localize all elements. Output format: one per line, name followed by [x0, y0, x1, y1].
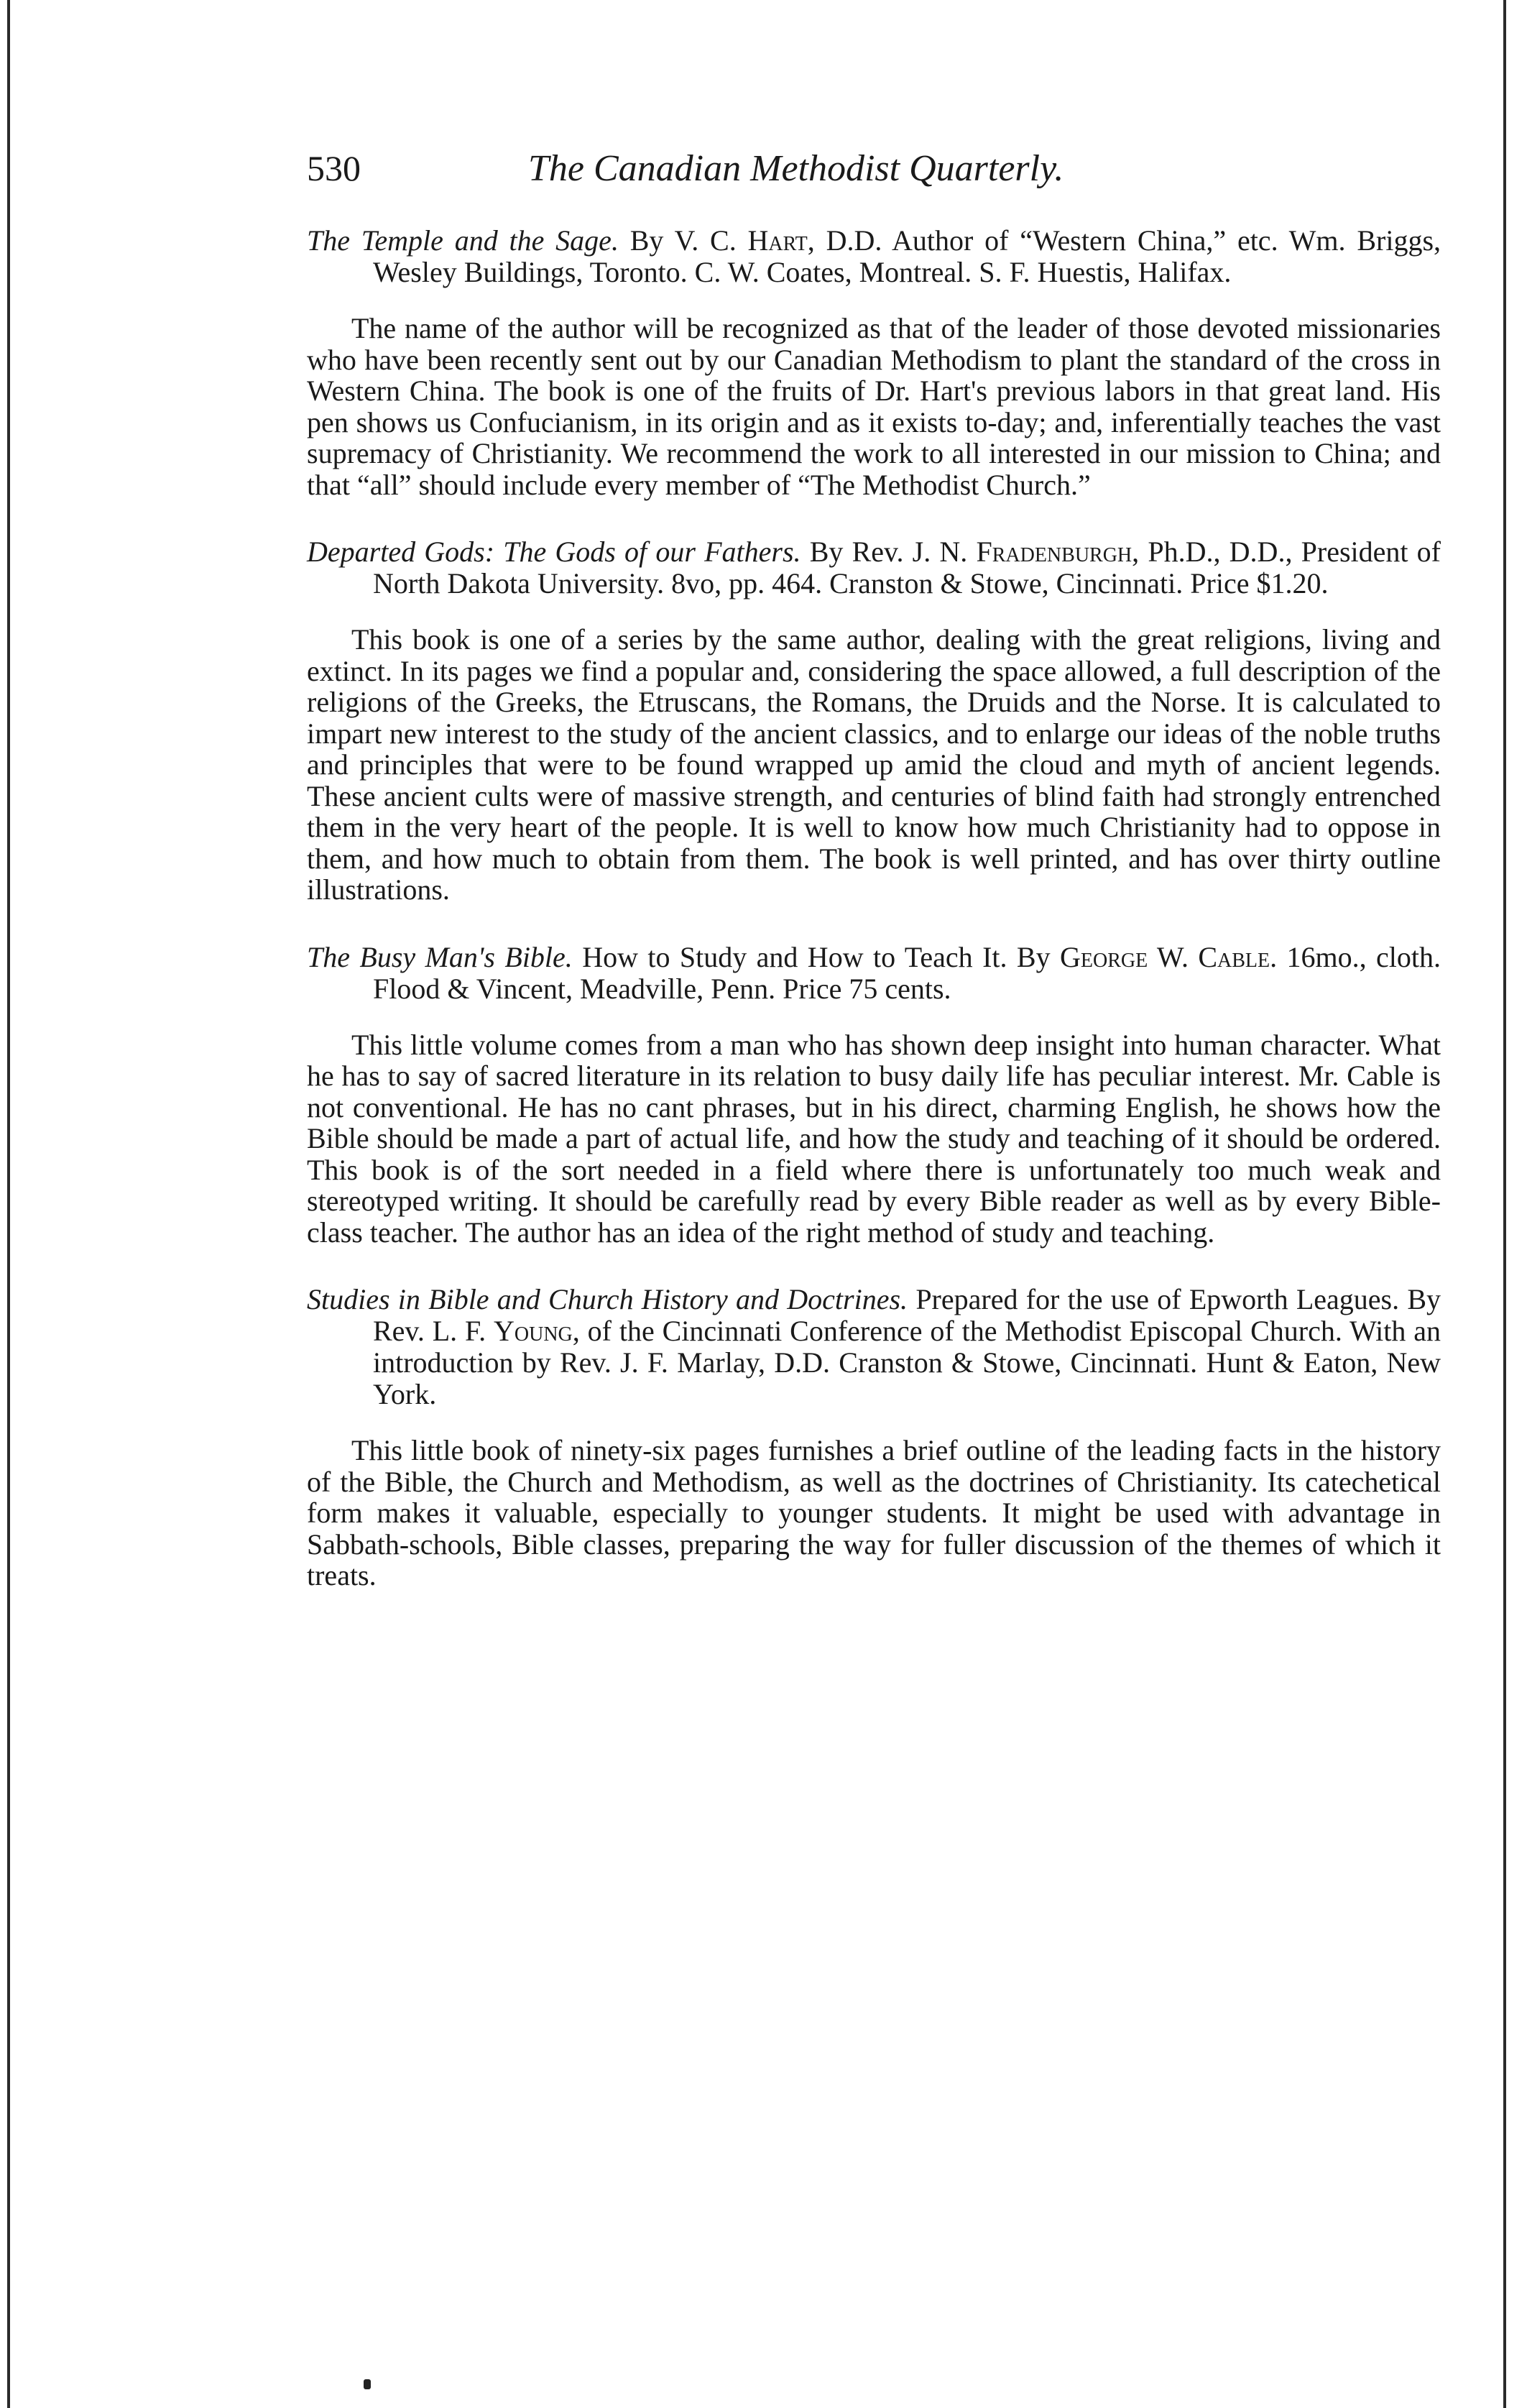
author-name: Fradenburgh: [976, 536, 1132, 568]
citation-details: 16mo., cloth. Flood & Vincent, Meadville, Penn. Price 75 cents.: [373, 940, 1441, 1005]
book-title: Studies in Bible and Church History and Doctrines.: [307, 1283, 908, 1315]
review-entry-busy-mans-bible: [307, 942, 1441, 1249]
book-citation: Studies in Bible and Church History and Doctrines. Prepared for the use of Epworth Leagues. By Rev. L. F. Young, of the Cincinnati Conference of the Methodist Episcopal Church. With an introduction by Rev. J. F. Marlay, D.D. Cranston & Stowe, Cincinnati. Hunt & Eaton, New York.: [307, 1283, 1441, 1410]
book-citation: The Busy Man's Bible. How to Study and How to Teach It. By George W. Cable. 16mo., cloth. Flood & Vincent, Meadville, Penn. Price 75 cents.: [307, 940, 1441, 1005]
journal-title: The Canadian Methodist Quarterly.: [528, 148, 1064, 189]
book-title: Departed Gods: The Gods of our Fathers.: [307, 536, 801, 568]
book-title: The Temple and the Sage.: [307, 224, 619, 257]
author-name: Young: [493, 1315, 573, 1347]
running-head: [307, 140, 1441, 205]
page-number: 530: [307, 148, 361, 188]
review-text: The name of the author will be recognized as that of the leader of those devoted missionaries who have been recently sent out by our Canadian Methodism to plant the standard of the cross in Western China. The book is one of the fruits of Dr. Hart's previous labors in that great land. His pen shows us Confucianism, in its origin and as it exists to-day; and, inferentially teaches the vast supremacy of Christianity. We recommend the work to all interested in our mission to China; and that “all” should include every member of “The Methodist Church.”: [307, 312, 1441, 501]
citation-byline: By V. C.: [629, 224, 737, 257]
review-text: This little volume comes from a man who has shown deep insight into human character. What he has to say of sacred literature in its relation to busy daily life has peculiar interest. Mr. Cable is not conventional. He has no cant phrases, but in his direct, charming English, he shows how the Bible should be made a part of actual life, and how the study and teaching of it should be ordered. This book is of the sort needed in a field where there is unfortunately too much weak and stereotyped writing. It should be carefully read by every Bible reader as well as by every Bible-class teacher. The author has an idea of the right method of study and teaching.: [307, 1028, 1441, 1249]
citation-byline: By Rev. J. N.: [809, 536, 968, 568]
review-entry-studies-in-bible: [307, 1284, 1441, 1591]
page: [307, 140, 1441, 1627]
right-scan-edge: [1503, 0, 1506, 2408]
author-name: George W. Cable: [1059, 940, 1270, 973]
ink-mark: [364, 2379, 371, 2389]
review-entry-temple-and-sage: [307, 225, 1441, 500]
citation-details: D.D. Author of “Western China,” etc. Wm. Briggs, Wesley Buildings, Toronto. C. W. Coates, Montreal. S. F. Huestis, Halifax.: [373, 224, 1441, 288]
citation-details: Ph.D., D.D., President of North Dakota University. 8vo, pp. 464. Cranston & Stowe, Cincinnati. Price $1.20.: [373, 536, 1441, 599]
left-scan-edge: [7, 0, 10, 2408]
citation-byline: How to Study and How to Teach It. By: [582, 940, 1051, 973]
book-citation: Departed Gods: The Gods of our Fathers. By Rev. J. N. Fradenburgh, Ph.D., D.D., President of North Dakota University. 8vo, pp. 464. Cranston & Stowe, Cincinnati. Price $1.20.: [307, 536, 1441, 599]
book-citation: The Temple and the Sage. By V. C. Hart, D.D. Author of “Western China,” etc. Wm. Briggs, Wesley Buildings, Toronto. C. W. Coates, Montreal. S. F. Huestis, Halifax.: [307, 224, 1441, 288]
review-entry-departed-gods: [307, 536, 1441, 906]
citation-details: of the Cincinnati Conference of the Methodist Episcopal Church. With an introduction by Rev. J. F. Marlay, D.D. Cranston & Stowe, Cincinnati. Hunt & Eaton, New York.: [373, 1315, 1441, 1410]
review-text: This little book of ninety-six pages furnishes a brief outline of the leading facts in the history of the Bible, the Church and Methodism, as well as the doctrines of Christianity. Its catechetical form makes it valuable, especially to younger students. It might be used with advantage in Sabbath-schools, Bible classes, preparing the way for fuller discussion of the themes of which it treats.: [307, 1434, 1441, 1591]
citation-byline: Prepared for the use of Epworth Leagues. By Rev. L. F.: [373, 1283, 1441, 1347]
author-name: Hart: [747, 224, 808, 257]
book-title: The Busy Man's Bible.: [307, 940, 573, 973]
review-text: This book is one of a series by the same author, dealing with the great religions, living and extinct. In its pages we find a popular and, considering the space allowed, a full description of the religions of the Greeks, the Etruscans, the Romans, the Druids and the Norse. It is calculated to impart new interest to the study of the ancient classics, and to enlarge our ideas of the noble truths and principles that were to be found wrapped up amid the cloud and myth of ancient legends. These ancient cults were of massive strength, and centuries of blind faith had strongly entrenched them in the very heart of the people. It is well to know how much Christianity had to oppose in them, and how much to obtain from them. The book is well printed, and has over thirty outline illustrations.: [307, 623, 1441, 906]
